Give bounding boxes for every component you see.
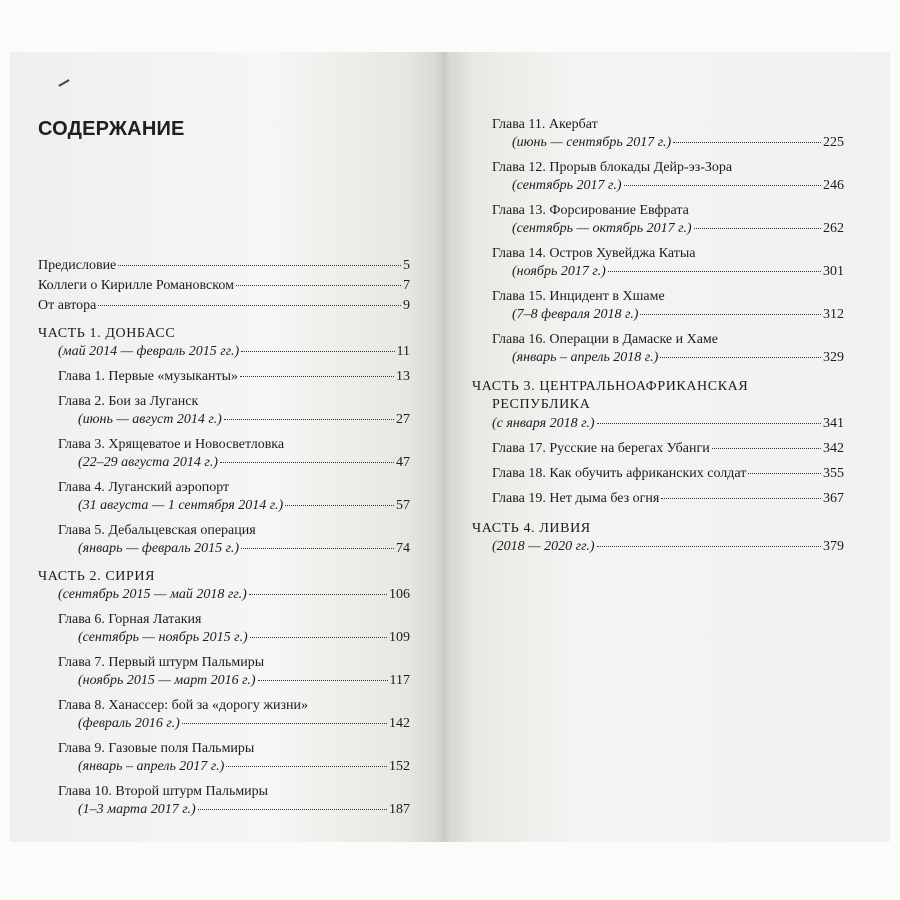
- entry-page: 106: [389, 587, 410, 602]
- part-dates-row: [472, 416, 844, 432]
- toc-chapter-14[interactable]: [472, 246, 844, 280]
- part-title: ЧАСТЬ 1. ДОНБАСС: [38, 326, 176, 341]
- entry-page: 9: [403, 298, 410, 313]
- toc-part-1[interactable]: [38, 326, 410, 360]
- entry-page: 301: [823, 264, 844, 279]
- toc-chapter-6[interactable]: [38, 612, 410, 646]
- chapter-title: Глава 6. Горная Латакия: [58, 612, 202, 627]
- entry-page: 341: [823, 416, 844, 431]
- entry-page: 379: [823, 539, 844, 554]
- entry-page: 109: [389, 630, 410, 645]
- part-dates: (май 2014 — февраль 2015 гг.): [58, 344, 240, 359]
- chapter-dates: (сентябрь — октябрь 2017 г.): [512, 221, 692, 236]
- chapter-title: Глава 9. Газовые поля Пальмиры: [58, 741, 255, 756]
- leader-dots: [241, 548, 394, 549]
- chapter-title: Глава 16. Операции в Дамаске и Хаме: [492, 332, 719, 347]
- entry-page: 342: [823, 441, 844, 456]
- part-title-continued: РЕСПУБЛИКА: [492, 397, 591, 412]
- part-dates-row: [38, 587, 410, 603]
- chapter-title: Глава 17. Русские на берегах Убанги: [492, 441, 710, 456]
- entry-page: 7: [403, 278, 410, 293]
- chapter-dates: (сентябрь 2017 г.): [512, 178, 622, 193]
- leader-dots: [226, 766, 387, 767]
- leader-dots: [748, 473, 821, 474]
- entry-page: 57: [396, 498, 410, 513]
- toc-entry-preface[interactable]: [38, 258, 410, 274]
- leader-dots: [712, 448, 821, 449]
- leader-dots: [250, 637, 387, 638]
- book-gutter: [436, 52, 452, 842]
- chapter-dates-row: [58, 541, 410, 557]
- leader-dots: [608, 271, 821, 272]
- toc-chapter-11[interactable]: [472, 117, 844, 151]
- toc-left-column: [38, 258, 410, 827]
- part-dates: (сентябрь 2015 — май 2018 гг.): [58, 587, 247, 602]
- leader-dots: [661, 498, 821, 499]
- chapter-title: Глава 1. Первые «музыканты»: [58, 369, 239, 384]
- chapter-title: Глава 5. Дебальцевская операция: [58, 523, 256, 538]
- toc-chapter-13[interactable]: [472, 203, 844, 237]
- toc-part-2[interactable]: [38, 569, 410, 603]
- entry-page: 225: [823, 135, 844, 150]
- leader-dots: [660, 357, 821, 358]
- chapter-dates: (ноябрь 2017 г.): [512, 264, 606, 279]
- chapter-dates: (июнь — сентябрь 2017 г.): [512, 135, 672, 150]
- entry-page: 142: [389, 716, 410, 731]
- leader-dots: [182, 723, 387, 724]
- leader-dots: [597, 546, 821, 547]
- entry-page: 262: [823, 221, 844, 236]
- entry-page: 246: [823, 178, 844, 193]
- chapter-dates-row: [58, 716, 410, 732]
- chapter-title: Глава 12. Прорыв блокады Дейр-эз-Зора: [492, 160, 733, 175]
- entry-page: 312: [823, 307, 844, 322]
- leader-dots: [694, 228, 821, 229]
- chapter-dates-row: [58, 630, 410, 646]
- toc-chapter-7[interactable]: [38, 655, 410, 689]
- part-dates-row: [38, 344, 410, 360]
- leader-dots: [640, 314, 821, 315]
- part-dates: (2018 — 2020 гг.): [492, 539, 595, 554]
- chapter-title: Глава 10. Второй штурм Пальмиры: [58, 784, 269, 799]
- toc-chapter-8[interactable]: [38, 698, 410, 732]
- chapter-dates: (февраль 2016 г.): [78, 716, 180, 731]
- entry-page: 5: [403, 258, 410, 273]
- chapter-dates-row: [492, 135, 844, 151]
- entry-page: 47: [396, 455, 410, 470]
- toc-chapter-19[interactable]: [472, 491, 844, 507]
- chapter-dates: (22–29 августа 2014 г.): [78, 455, 218, 470]
- leader-dots: [118, 265, 401, 266]
- toc-part-3[interactable]: [472, 378, 844, 432]
- entry-page: 27: [396, 412, 410, 427]
- leader-dots: [673, 142, 821, 143]
- entry-page: 117: [389, 673, 410, 688]
- chapter-dates-row: [492, 178, 844, 194]
- leader-dots: [258, 680, 388, 681]
- entry-page: 355: [823, 466, 844, 481]
- leader-dots: [98, 305, 401, 306]
- leader-dots: [241, 351, 394, 352]
- entry-title: Предисловие: [38, 258, 117, 273]
- chapter-dates-row: [58, 455, 410, 471]
- chapter-title: Глава 14. Остров Хувейджа Катыа: [492, 246, 696, 261]
- leader-dots: [285, 505, 394, 506]
- chapter-dates: (31 августа — 1 сентября 2014 г.): [78, 498, 284, 513]
- part-title: ЧАСТЬ 2. СИРИЯ: [38, 569, 156, 584]
- chapter-title: Глава 15. Инцидент в Хшаме: [492, 289, 665, 304]
- toc-part-4[interactable]: [472, 521, 844, 555]
- toc-chapter-1[interactable]: [38, 369, 410, 385]
- toc-chapter-9[interactable]: [38, 741, 410, 775]
- toc-chapter-17[interactable]: [472, 441, 844, 457]
- part-title: ЧАСТЬ 3. ЦЕНТРАЛЬНОАФРИКАНСКАЯ: [472, 379, 749, 394]
- toc-chapter-2[interactable]: [38, 394, 410, 428]
- toc-right-column: [472, 117, 844, 564]
- chapter-title: Глава 13. Форсирование Евфрата: [492, 203, 689, 218]
- entry-page: 11: [396, 344, 410, 359]
- chapter-dates: (сентябрь — ноябрь 2015 г.): [78, 630, 248, 645]
- chapter-dates: (январь – апрель 2018 г.): [512, 350, 659, 365]
- part-title: ЧАСТЬ 4. ЛИВИЯ: [472, 521, 591, 536]
- chapter-dates: (июнь — август 2014 г.): [78, 412, 222, 427]
- chapter-dates: (январь — февраль 2015 г.): [78, 541, 240, 556]
- toc-chapter-12[interactable]: [472, 160, 844, 194]
- chapter-dates: (1–3 марта 2017 г.): [78, 802, 196, 817]
- contents-heading: СОДЕРЖАНИЕ: [38, 118, 185, 140]
- chapter-dates-row: [58, 673, 410, 689]
- chapter-dates: (7–8 февраля 2018 г.): [512, 307, 639, 322]
- toc-chapter-10[interactable]: [38, 784, 410, 818]
- chapter-title: Глава 11. Акербат: [492, 117, 598, 132]
- entry-page: 329: [823, 350, 844, 365]
- chapter-title: Глава 18. Как обучить африканских солдат: [492, 466, 747, 481]
- entry-title: От автора: [38, 298, 97, 313]
- chapter-dates: (январь – апрель 2017 г.): [78, 759, 225, 774]
- chapter-title: Глава 19. Нет дыма без огня: [492, 491, 660, 506]
- chapter-title: Глава 7. Первый штурм Пальмиры: [58, 655, 265, 670]
- chapter-dates-row: [492, 307, 844, 323]
- leader-dots: [240, 376, 394, 377]
- chapter-title: Глава 2. Бои за Луганск: [58, 394, 199, 409]
- toc-entry-colleagues[interactable]: [38, 278, 410, 294]
- toc-chapter-15[interactable]: [472, 289, 844, 323]
- toc-chapter-18[interactable]: [472, 466, 844, 482]
- leader-dots: [249, 594, 387, 595]
- entry-page: 74: [396, 541, 410, 556]
- chapter-title: Глава 8. Ханассер: бой за «дорогу жизни»: [58, 698, 309, 713]
- toc-chapter-16[interactable]: [472, 332, 844, 366]
- chapter-dates-row: [492, 221, 844, 237]
- chapter-title: Глава 4. Луганский аэропорт: [58, 480, 230, 495]
- toc-chapter-3[interactable]: [38, 437, 410, 471]
- toc-chapter-4[interactable]: [38, 480, 410, 514]
- toc-entry-from-author[interactable]: [38, 298, 410, 314]
- toc-chapter-5[interactable]: [38, 523, 410, 557]
- leader-dots: [224, 419, 394, 420]
- leader-dots: [198, 809, 387, 810]
- leader-dots: [624, 185, 822, 186]
- leader-dots: [597, 423, 821, 424]
- chapter-dates-row: [492, 264, 844, 280]
- leader-dots: [220, 462, 394, 463]
- chapter-dates-row: [58, 412, 410, 428]
- chapter-dates-row: [58, 498, 410, 514]
- entry-page: 367: [823, 491, 844, 506]
- entry-title: Коллеги о Кирилле Романовском: [38, 278, 234, 293]
- leader-dots: [236, 285, 401, 286]
- chapter-dates-row: [492, 350, 844, 366]
- chapter-title: Глава 3. Хрящеватое и Новосветловка: [58, 437, 285, 452]
- part-dates: (с января 2018 г.): [492, 416, 595, 431]
- chapter-dates-row: [58, 802, 410, 818]
- entry-page: 187: [389, 802, 410, 817]
- chapter-dates-row: [58, 759, 410, 775]
- entry-page: 13: [396, 369, 410, 384]
- chapter-dates: (ноябрь 2015 — март 2016 г.): [78, 673, 256, 688]
- part-dates-row: [472, 539, 844, 555]
- entry-page: 152: [389, 759, 410, 774]
